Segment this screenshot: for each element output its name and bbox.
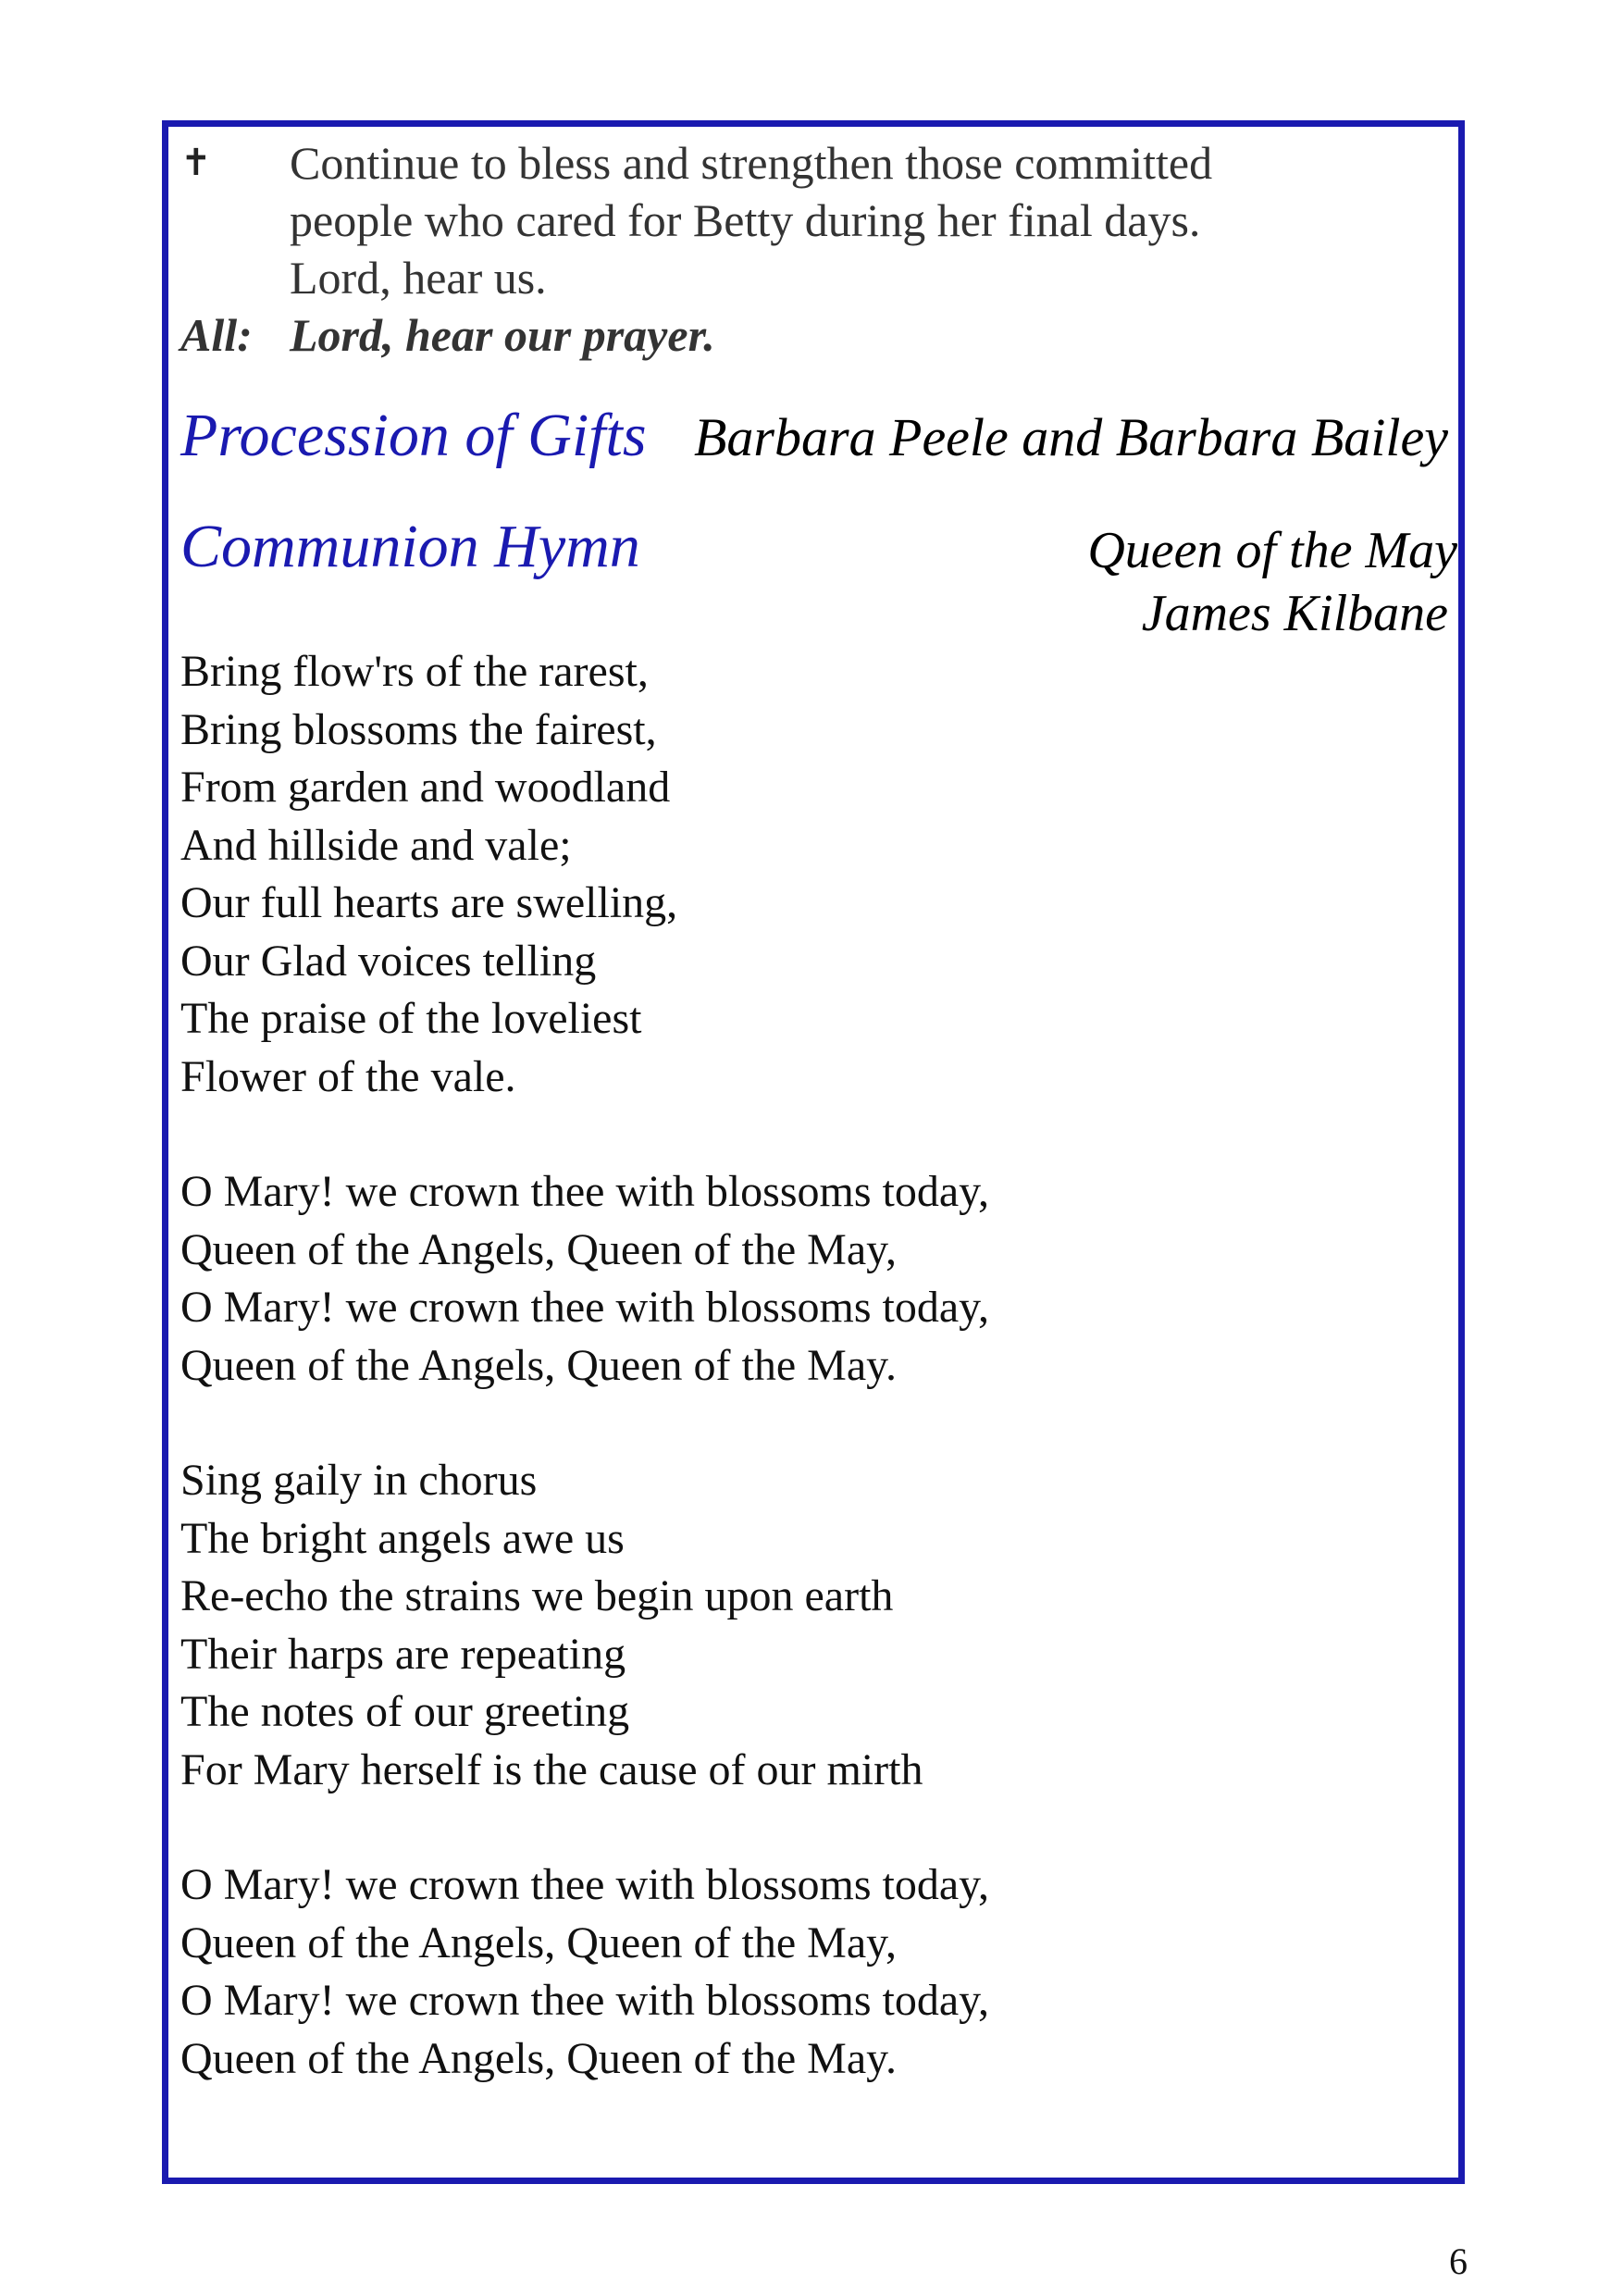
intercession-line: people who cared for Betty during her final days. — [290, 194, 1201, 246]
verse-line: O Mary! we crown thee with blossoms today, — [180, 1167, 990, 1216]
hymn-refrain — [180, 1856, 1457, 2088]
intercession-text — [290, 134, 1457, 306]
verse-line: Queen of the Angels, Queen of the May. — [180, 1340, 897, 1390]
page-number: 6 — [1449, 2240, 1468, 2282]
verse-line: O Mary! we crown thee with blossoms today, — [180, 1283, 990, 1332]
verse-line: For Mary herself is the cause of our mirth — [180, 1744, 923, 1794]
verse-line: The praise of the loveliest — [180, 994, 642, 1043]
cross-icon: ✝ — [180, 142, 212, 184]
verse-line: Our Glad voices telling — [180, 936, 597, 986]
verse-line: Our full hearts are swelling, — [180, 878, 678, 927]
intercession-response — [180, 306, 1457, 364]
verse-line: Flower of the vale. — [180, 1051, 516, 1101]
verse-line: Re-echo the strains we begin upon earth — [180, 1571, 894, 1620]
response-text: Lord, hear our prayer. — [290, 309, 715, 361]
hymn-credit — [1087, 519, 1457, 645]
verse-line: Bring flow'rs of the rarest, — [180, 647, 649, 696]
program-content — [180, 134, 1457, 2088]
verse-line: Bring blossoms the fairest, — [180, 704, 657, 754]
verse-line: From garden and woodland — [180, 763, 671, 812]
hymn-refrain — [180, 1163, 1457, 1395]
hymn-verse — [180, 643, 1457, 1106]
intercession-line: Continue to bless and strengthen those committed — [290, 137, 1213, 189]
verse-line: Sing gaily in chorus — [180, 1456, 538, 1505]
response-label: All: — [180, 309, 253, 361]
communion-title: Communion Hymn — [180, 513, 640, 580]
verse-line: O Mary! we crown thee with blossoms today, — [180, 1976, 990, 2025]
verse-line: Queen of the Angels, Queen of the May, — [180, 1917, 897, 1967]
communion-section — [180, 512, 1457, 651]
verse-line: O Mary! we crown thee with blossoms today, — [180, 1860, 990, 1909]
hymn-verse — [180, 1452, 1457, 1799]
procession-section — [180, 401, 1457, 484]
verse-line: The bright angels awe us — [180, 1513, 625, 1563]
verse-line: Queen of the Angels, Queen of the May. — [180, 2033, 897, 2083]
intercession-line: Lord, hear us. — [290, 252, 547, 304]
procession-people: Barbara Peele and Barbara Bailey — [693, 407, 1448, 467]
hymn-name: Queen of the May — [1087, 522, 1457, 579]
verse-line: Their harps are repeating — [180, 1629, 626, 1679]
procession-title: Procession of Gifts — [180, 402, 647, 469]
intercession-block — [180, 134, 1457, 306]
hymn-composer: James Kilbane — [1141, 585, 1448, 642]
verse-line: And hillside and vale; — [180, 820, 572, 870]
verse-line: The notes of our greeting — [180, 1687, 630, 1736]
verse-line: Queen of the Angels, Queen of the May, — [180, 1224, 897, 1274]
